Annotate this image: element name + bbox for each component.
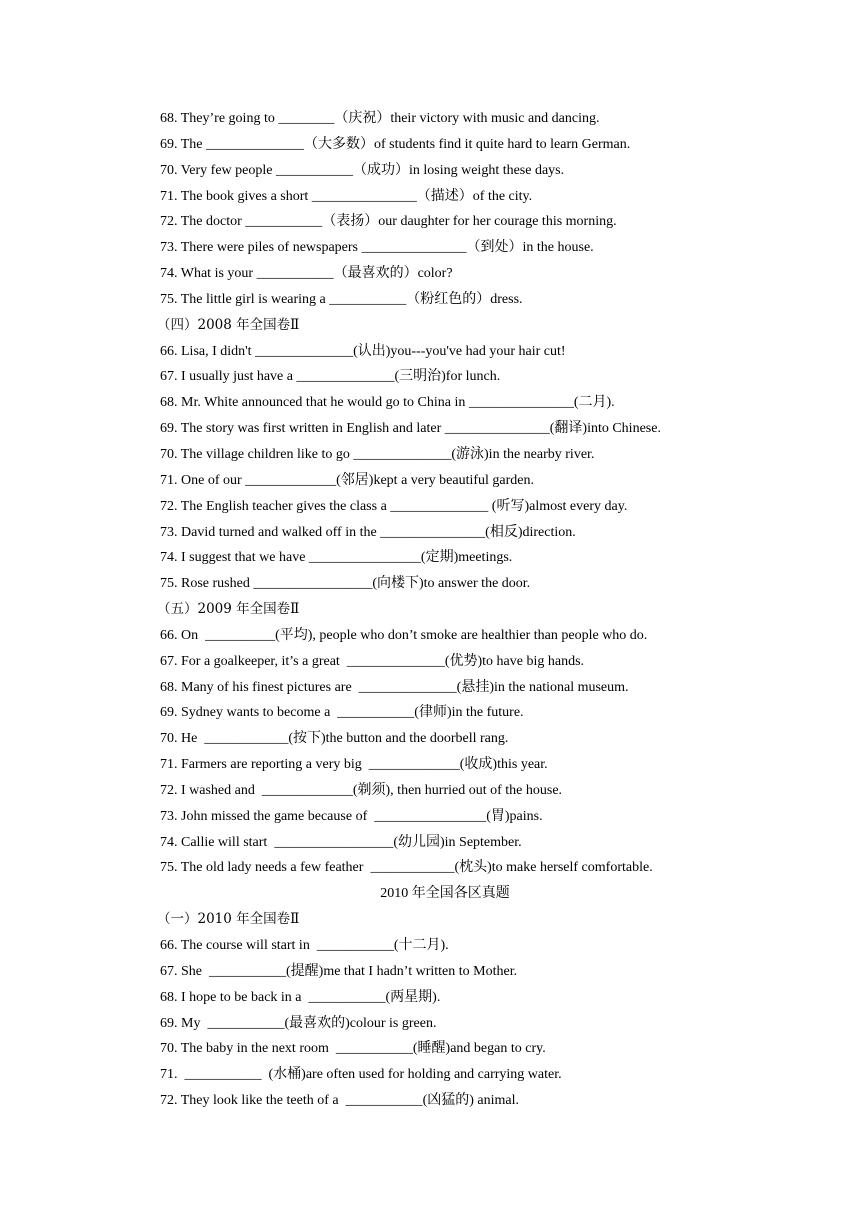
exercise-line: 71. Farmers are reporting a very big _____________(收成)this year. — [160, 757, 548, 773]
exercise-line: 67. I usually just have a ______________(三明治)for lunch. — [160, 369, 501, 385]
exercise-line: 70. The baby in the next room ___________(睡醒)and began to cry. — [160, 1041, 546, 1057]
exercise-line: 75. The little girl is wearing a ___________（粉红色的）dress. — [160, 291, 523, 307]
exercise-line: 71. ___________ (水桶)are often used for holding and carrying water. — [160, 1067, 562, 1083]
exercise-line: 72. They look like the teeth of a ___________(凶猛的) animal. — [160, 1093, 520, 1109]
exercise-line: 73. There were piles of newspapers _______________（到处）in the house. — [160, 240, 594, 256]
exercise-line: 72. The English teacher gives the class a ______________ (听写)almost every day. — [160, 498, 628, 514]
exercise-line: 70. Very few people ___________（成功）in losing weight these days. — [160, 162, 565, 178]
exercise-line: 66. Lisa, I didn't ______________(认出)you---you've had your hair cut! — [160, 343, 566, 359]
exercise-line: 75. Rose rushed _________________(向楼下)to answer the door. — [160, 576, 531, 592]
exercise-line: 68. I hope to be back in a ___________(两星期). — [160, 989, 441, 1005]
exercise-line: 72. I washed and _____________(剃须), then hurried out of the house. — [160, 782, 563, 798]
exercise-line: 72. The doctor ___________（表扬）our daughter for her courage this morning. — [160, 214, 617, 230]
exercise-line: 69. The story was first written in English and later _______________(翻译)into Chinese. — [160, 421, 661, 437]
exercise-line: 70. The village children like to go ______________(游泳)in the nearby river. — [160, 446, 595, 462]
exercise-line: 68. Mr. White announced that he would go to China in _______________(二月). — [160, 395, 615, 411]
exercise-line: 71. The book gives a short _______________（描述）of the city. — [160, 188, 533, 204]
exercise-line: 66. On __________(平均), people who don’t smoke are healthier than people who do. — [160, 627, 648, 643]
exercise-line: 73. John missed the game because of ________________(胃)pains. — [160, 808, 543, 824]
exercise-line: 73. David turned and walked off in the _______________(相反)direction. — [160, 524, 576, 540]
year-heading: 2010 年全国各区真题 — [380, 886, 510, 902]
exercise-line: 70. He ____________(按下)the button and the doorbell rang. — [160, 731, 509, 747]
exercise-line: 74. Callie will start _________________(幼儿园)in September. — [160, 834, 522, 850]
exercise-line: 68. Many of his finest pictures are ______________(悬挂)in the national museum. — [160, 679, 629, 695]
section-heading: （五）2009 年全国卷Ⅱ — [157, 601, 300, 618]
exercise-line: 66. The course will start in ___________(十二月). — [160, 938, 449, 953]
section-heading: （四）2008 年全国卷Ⅱ — [157, 316, 300, 333]
exercise-line: 68. They’re going to ________（庆祝）their victory with music and dancing. — [160, 111, 600, 126]
exercise-line: 71. One of our _____________(邻居)kept a very beautiful garden. — [160, 472, 535, 488]
exercise-line: 69. My ___________(最喜欢的)colour is green. — [160, 1015, 437, 1031]
exercise-line: 67. For a goalkeeper, it’s a great ______________(优势)to have big hands. — [160, 653, 585, 669]
exercise-line: 69. The ______________（大多数）of students find it quite hard to learn German. — [160, 136, 631, 152]
exercise-line: 74. What is your ___________（最喜欢的）color? — [160, 266, 453, 282]
exercise-list — [157, 106, 800, 1114]
exercise-line: 67. She ___________(提醒)me that I hadn’t written to Mother. — [160, 963, 518, 979]
exercise-line: 74. I suggest that we have ________________(定期)meetings. — [160, 550, 513, 566]
section-heading: （一）2010 年全国卷Ⅱ — [157, 911, 300, 928]
exercise-line: 69. Sydney wants to become a ___________(律师)in the future. — [160, 705, 524, 721]
exercise-line: 75. The old lady needs a few feather ____________(枕头)to make herself comfortable. — [160, 860, 653, 876]
